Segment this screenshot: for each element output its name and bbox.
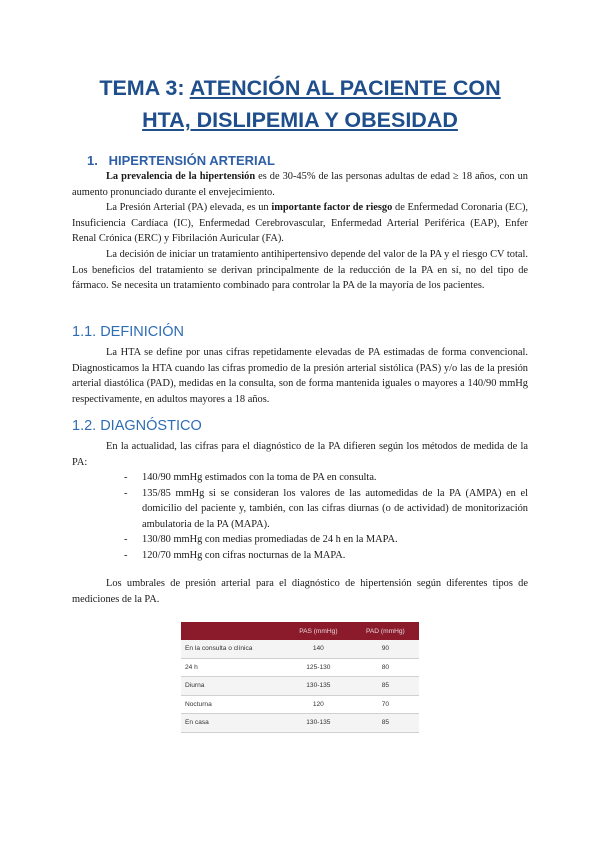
- section12-intro: [72, 439, 528, 470]
- title-line2: HTA, DISLIPEMIA Y OBESIDAD: [142, 108, 458, 132]
- table-cell: En casa: [181, 714, 285, 733]
- table-header-cell: PAD (mmHg): [352, 622, 419, 640]
- table-cell: 24 h: [181, 658, 285, 677]
- prevalence-bold: La prevalencia de la hipertensión: [106, 171, 256, 182]
- table-cell: 120: [285, 695, 352, 714]
- table-cell: 80: [352, 658, 419, 677]
- risk-text-b: de Enfermedad Coronaria (EC), Insuficiencia Cardíaca (IC), Enfermedad Cerebrovascular, Enfermedad Arterial Periférica (EAP), Enfer Renal Crónica (ERC) y Fibrilación Auricular (FA).: [72, 202, 529, 245]
- table-cell: 85: [352, 677, 419, 696]
- table-header-row: [181, 622, 419, 640]
- risk-bold: importante factor de riesgo: [271, 202, 393, 214]
- table-row: [181, 714, 419, 733]
- prevalence-text: es de 30-45% de las personas adultas de edad ≥ 18 años, con un aumento pronunciado durante el envejecimiento.: [72, 171, 529, 198]
- diagnosis-intro: En la actualidad, las cifras para el diagnóstico de la PA difieren según los métodos de medida de la PA:: [72, 441, 528, 468]
- table-cell: En la consulta o clínica: [181, 640, 285, 658]
- table-cell: 130-135: [285, 714, 352, 733]
- table-header-cell: PAS (mmHg): [285, 622, 352, 640]
- table-row: [181, 658, 419, 677]
- risk-text-a: La Presión Arterial (PA) elevada, es un: [106, 202, 272, 214]
- table-row: [181, 677, 419, 696]
- section1-paragraph3: La decisión de iniciar un tratamiento antihipertensivo depende del valor de la PA y el riesgo CV total. Los beneficios del tratamiento se derivan principalmente de la reducción de la PA en sí, no del tipo de fármaco. Se necesita un tratamiento combinado para controlar la PA de la mayoría de los pacientes.: [72, 248, 528, 292]
- section11-heading: 1.1. DEFINICIÓN: [72, 324, 184, 340]
- section1-number: 1.: [87, 153, 98, 168]
- dash-bullet: -: [124, 534, 128, 546]
- table-row: [181, 640, 419, 658]
- table-cell: Diurna: [181, 677, 285, 696]
- list-item-text: 135/85 mmHg si se consideran los valores de las automedidas de la PA (AMPA) en el domicilio del paciente y, también, con las cifras diurnas (o de actividad) de monitorización ambulatoria de la PA (MAPA).: [142, 487, 528, 530]
- list-item: [126, 470, 528, 486]
- list-item-text: 140/90 mmHg estimados con la toma de PA en consulta.: [142, 472, 377, 483]
- table-cell: 140: [285, 640, 352, 658]
- table-cell: 125-130: [285, 658, 352, 677]
- list-item: [126, 548, 528, 564]
- section1-title: HIPERTENSIÓN ARTERIAL: [108, 153, 275, 168]
- section11-body: [72, 345, 528, 407]
- table-cell: 85: [352, 714, 419, 733]
- table-cell: 70: [352, 695, 419, 714]
- dash-bullet: -: [124, 487, 128, 499]
- table-cell: 130-135: [285, 677, 352, 696]
- table-cell: Nocturna: [181, 695, 285, 714]
- list-item-text: 130/80 mmHg con medias promediadas de 24 h en la MAPA.: [142, 534, 398, 546]
- title-prefix: TEMA 3:: [99, 76, 190, 100]
- list-item: [126, 532, 528, 548]
- diagnosis-list: [126, 470, 528, 564]
- section1-body: [72, 169, 528, 294]
- title-line1: ATENCIÓN AL PACIENTE CON: [189, 76, 501, 100]
- table-caption: Los umbrales de presión arterial para el diagnóstico de hipertensión según diferentes tipos de mediciones de la PA.: [72, 578, 528, 605]
- list-item: [126, 486, 528, 533]
- list-item-text: 120/70 mmHg con cifras nocturnas de la MAPA.: [142, 549, 346, 561]
- section1-paragraph1: [72, 169, 528, 200]
- table-header-cell: [181, 622, 285, 640]
- bp-threshold-table: [181, 622, 419, 733]
- section12-heading: 1.2. DIAGNÓSTICO: [72, 418, 202, 434]
- dash-bullet: -: [124, 472, 128, 483]
- table-row: [181, 695, 419, 714]
- section1-heading: [87, 153, 275, 168]
- dash-bullet: -: [124, 549, 128, 561]
- page-title: [60, 72, 540, 136]
- table-caption-block: [72, 576, 528, 607]
- section1-paragraph2: [72, 200, 528, 247]
- definition-paragraph: La HTA se define por unas cifras repetidamente elevadas de PA estimadas de forma convencional. Diagnosticamos la HTA cuando las cifras promedio de la presión arterial sistólica (PAS) y/o las de la presión arterial diastólica (PAD), medidas en la consulta, son de forma mantenida iguales o mayores a 140/90 mmHg respectivamente, en adultos mayores a 18 años.: [72, 347, 528, 405]
- table-cell: 90: [352, 640, 419, 658]
